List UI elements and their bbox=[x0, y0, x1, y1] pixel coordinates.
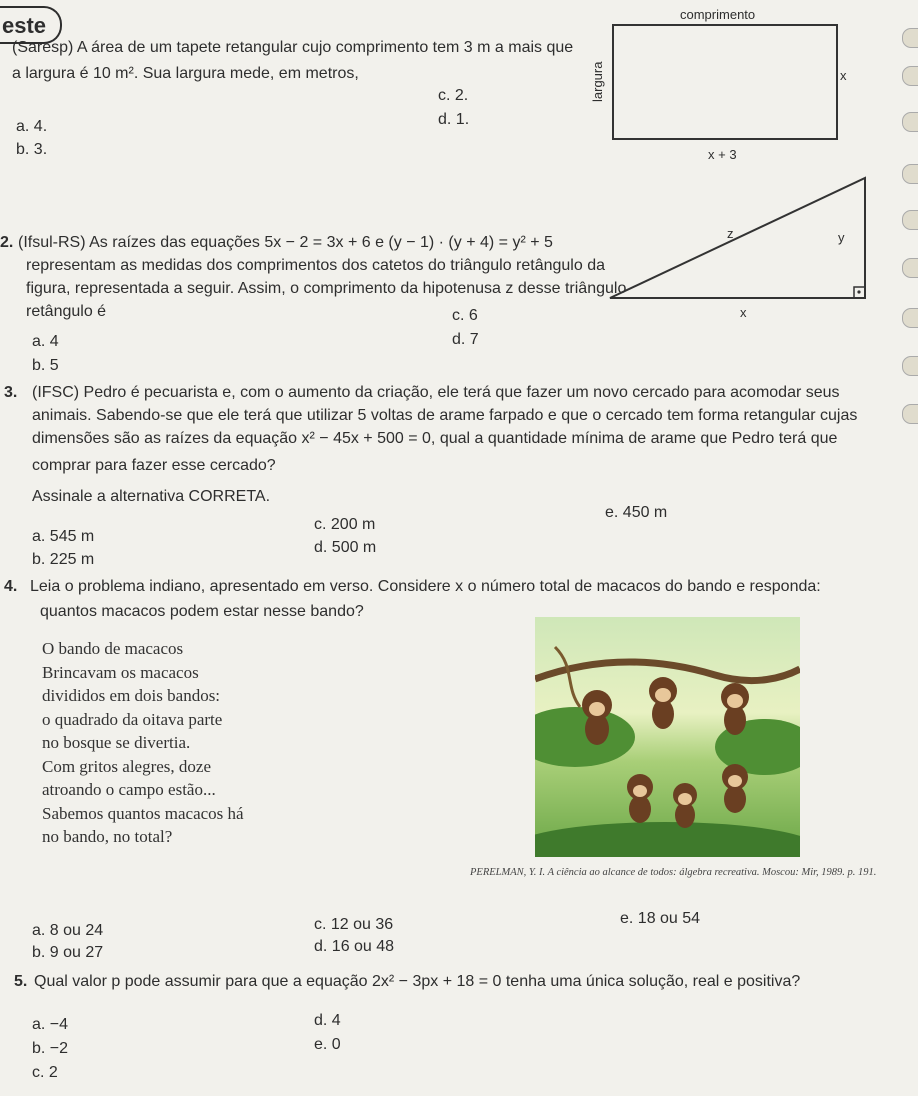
q1-option-a: a. 4. bbox=[16, 118, 48, 135]
poem-line: Brincavam os macacos bbox=[42, 662, 199, 682]
q4-option-d: d. 16 ou 48 bbox=[314, 938, 395, 955]
section-title: este bbox=[2, 13, 47, 38]
monkeys-illustration bbox=[535, 617, 800, 857]
page-edge-tab bbox=[902, 356, 918, 376]
poem-line: no bosque se divertia. bbox=[42, 733, 191, 752]
q5-line1: Qual valor p pode assumir para que a equação 2x² − 3px + 18 = 0 tenha uma única solução, real e positiva? bbox=[34, 973, 801, 990]
q2-option-c: c. 6 bbox=[452, 307, 478, 324]
q3-number: 3. bbox=[4, 384, 18, 401]
page-edge-tab bbox=[902, 164, 918, 184]
q1-fig-bottom-label: x + 3 bbox=[708, 147, 737, 162]
poem-line: Com gritos alegres, doze bbox=[42, 756, 212, 776]
q2-line4: retângulo é bbox=[26, 303, 107, 320]
q4-option-e: e. 18 ou 54 bbox=[620, 910, 701, 927]
q4-line1: Leia o problema indiano, apresentado em verso. Considere x o número total de macacos do bando e responda: bbox=[30, 578, 821, 595]
q1-option-d: d. 1. bbox=[438, 111, 470, 128]
page-edge-tab bbox=[902, 258, 918, 278]
q2-line3: figura, representada a seguir. Assim, o comprimento da hipotenusa z desse triângulo bbox=[26, 280, 627, 297]
q2-line2: representam as medidas dos comprimentos dos catetos do triângulo retângulo da bbox=[26, 257, 605, 274]
q4-option-a: a. 8 ou 24 bbox=[32, 922, 104, 939]
q4-poem bbox=[42, 637, 244, 849]
q2-fig-side-label: y bbox=[838, 230, 845, 245]
q3-line3: dimensões são as raízes da equação x² − 45x + 500 = 0, qual a quantidade mínima de arame que Pedro terá que bbox=[32, 430, 838, 447]
q2-number: 2. bbox=[0, 234, 14, 251]
poem-line: O bando de macacos bbox=[42, 639, 184, 658]
q1-line2: a largura é 10 m². Sua largura mede, em metros, bbox=[12, 65, 359, 82]
poem-line: atroando o campo estão... bbox=[42, 780, 216, 799]
q3-line1: (IFSC) Pedro é pecuarista e, com o aumento da criação, ele terá que fazer um novo cercado para acomodar seus bbox=[32, 384, 840, 401]
q5-option-c: c. 2 bbox=[32, 1064, 58, 1081]
q2-option-a: a. 4 bbox=[32, 333, 59, 350]
q2-fig-base-label: x bbox=[740, 305, 747, 320]
q1-option-c: c. 2. bbox=[438, 87, 469, 104]
q5-option-d: d. 4 bbox=[314, 1012, 341, 1029]
page-edge-tab bbox=[902, 308, 918, 328]
q3-instruction: Assinale a alternativa CORRETA. bbox=[32, 488, 271, 505]
poem-line: Sabemos quantos macacos há bbox=[42, 803, 244, 823]
poem-line: o quadrado da oitava parte bbox=[42, 709, 223, 729]
page-edge-tab bbox=[902, 28, 918, 48]
q2-option-b: b. 5 bbox=[32, 357, 59, 374]
q1-option-b: b. 3. bbox=[16, 141, 48, 158]
q5-option-e: e. 0 bbox=[314, 1036, 341, 1053]
q3-line4: comprar para fazer esse cercado? bbox=[32, 457, 276, 474]
q3-option-c: c. 200 m bbox=[314, 516, 376, 533]
q5-option-a: a. −4 bbox=[32, 1016, 69, 1033]
q3-option-d: d. 500 m bbox=[314, 539, 377, 556]
q1-fig-right-label: x bbox=[840, 68, 847, 83]
page-edge-tab bbox=[902, 112, 918, 132]
q1-fig-left-label: largura bbox=[590, 61, 605, 102]
page-edge-tab bbox=[902, 404, 918, 424]
q3-option-b: b. 225 m bbox=[32, 551, 95, 568]
q4-number: 4. bbox=[4, 578, 18, 595]
q1-rectangle-figure bbox=[612, 24, 838, 140]
poem-line: divididos em dois bandos: bbox=[42, 686, 221, 705]
poem-line: no bando, no total? bbox=[42, 827, 173, 846]
q4-option-b: b. 9 ou 27 bbox=[32, 944, 104, 961]
q3-option-a: a. 545 m bbox=[32, 528, 95, 545]
q2-option-d: d. 7 bbox=[452, 331, 479, 348]
q5-number: 5. bbox=[14, 973, 28, 990]
page-edge-tab bbox=[902, 210, 918, 230]
q4-citation: PERELMAN, Y. I. A ciência ao alcance de todos: álgebra recreativa. Moscou: Mir, 1989. p. 191. bbox=[470, 867, 877, 878]
q4-line2: quantos macacos podem estar nesse bando? bbox=[40, 603, 364, 620]
q1-fig-top-label: comprimento bbox=[680, 7, 756, 22]
q2-line1: (Ifsul-RS) As raízes das equações 5x − 2 = 3x + 6 e (y − 1) · (y + 4) = y² + 5 bbox=[18, 234, 553, 251]
q2-fig-hyp-label: z bbox=[727, 226, 734, 241]
page-edge-tab bbox=[902, 66, 918, 86]
q1-line1: (Saresp) A área de um tapete retangular cujo comprimento tem 3 m a mais que bbox=[12, 39, 574, 56]
q3-option-e: e. 450 m bbox=[605, 504, 668, 521]
q5-option-b: b. −2 bbox=[32, 1040, 69, 1057]
q4-option-c: c. 12 ou 36 bbox=[314, 916, 394, 933]
q3-line2: animais. Sabendo-se que ele terá que utilizar 5 voltas de arame farpado e que o cercado tem forma retangular cujas bbox=[32, 407, 858, 424]
